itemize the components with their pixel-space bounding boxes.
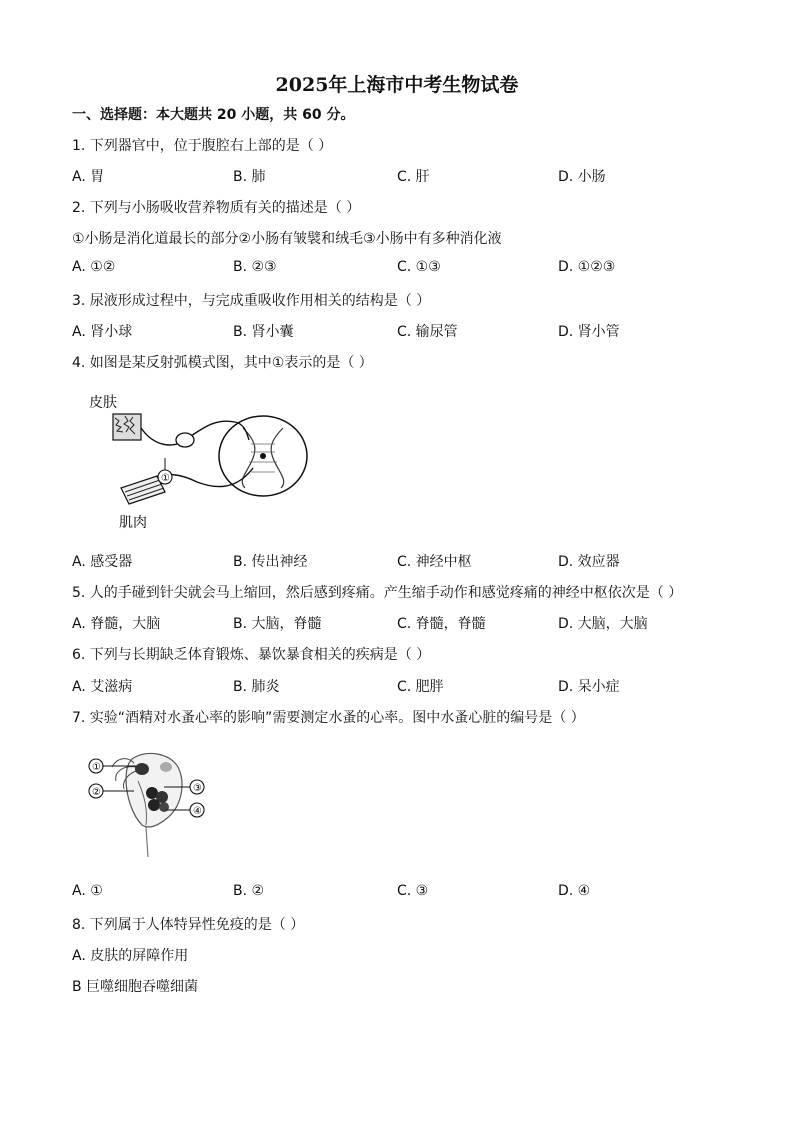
section-heading: 一、选择题：本大题共 20 小题，共 60 分。 [72, 107, 355, 123]
skin-block [113, 414, 141, 440]
q5-option-d: D. 大脑，大脑 [558, 616, 648, 632]
question-2-stem: 2. 下列与小肠吸收营养物质有关的描述是（ ） [72, 200, 361, 216]
q5-option-c: C. 脊髓，脊髓 [397, 616, 486, 632]
q3-option-b: B. 肾小囊 [233, 324, 294, 340]
question-3-stem: 3. 尿液形成过程中，与完成重吸收作用相关的结构是（ ） [72, 293, 431, 309]
q1-option-a: A. 胃 [72, 169, 105, 185]
q2-option-d: D. ①②③ [558, 259, 616, 275]
muscle-label: 肌肉 [119, 515, 147, 531]
q4-option-b: B. 传出神经 [233, 554, 308, 570]
daphnia-marker-2: ② [92, 787, 101, 798]
q1-option-d: D. 小肠 [558, 169, 606, 185]
q8-option-b: B 巨噬细胞吞噬细菌 [72, 979, 199, 995]
q3-option-c: C. 输尿管 [397, 324, 458, 340]
skin-label: 皮肤 [89, 395, 117, 411]
daphnia-marker-1: ① [92, 762, 101, 773]
question-6-stem: 6. 下列与长期缺乏体育锻炼、暴饮暴食相关的疾病是（ ） [72, 647, 431, 663]
q1-option-c: C. 肝 [397, 169, 430, 185]
q2-option-c: C. ①③ [397, 259, 441, 275]
marker-1-label: ① [161, 473, 170, 484]
q7-option-d: D. ④ [558, 883, 591, 899]
q7-option-b: B. ② [233, 883, 265, 899]
q4-option-a: A. 感受器 [72, 554, 133, 570]
q7-option-a: A. ① [72, 883, 103, 899]
q6-option-c: C. 肥胖 [397, 679, 444, 695]
q6-option-b: B. 肺炎 [233, 679, 280, 695]
ganglion [176, 433, 194, 447]
q6-option-d: D. 呆小症 [558, 679, 620, 695]
reflex-arc-figure [85, 388, 325, 538]
q5-option-b: B. 大脑，脊髓 [233, 616, 322, 632]
q2-option-b: B. ②③ [233, 259, 277, 275]
q4-option-d: D. 效应器 [558, 554, 620, 570]
question-2-statements: ①小肠是消化道最长的部分②小肠有皱襞和绒毛③小肠中有多种消化液 [72, 231, 502, 247]
daphnia-figure [86, 745, 216, 860]
question-5-stem: 5. 人的手碰到针尖就会马上缩回，然后感到疼痛。产生缩手动作和感觉疼痛的神经中枢依次是（ ） [72, 585, 683, 601]
q2-option-a: A. ①② [72, 259, 116, 275]
question-1-stem: 1. 下列器官中，位于腹腔右上部的是（ ） [72, 138, 333, 154]
question-8-stem: 8. 下列属于人体特异性免疫的是（ ） [72, 917, 305, 933]
daphnia-marker-3: ③ [193, 783, 202, 794]
question-4-stem: 4. 如图是某反射弧模式图，其中①表示的是（ ） [72, 355, 373, 371]
q3-option-a: A. 肾小球 [72, 324, 133, 340]
q6-option-a: A. 艾滋病 [72, 679, 133, 695]
daphnia-marker-4: ④ [193, 806, 202, 817]
q3-option-d: D. 肾小管 [558, 324, 620, 340]
question-7-stem: 7. 实验“酒精对水蚤心率的影响”需要测定水蚤的心率。图中水蚤心脏的编号是（ ） [72, 710, 585, 726]
q1-option-b: B. 肺 [233, 169, 266, 185]
exam-title: 2025年上海市中考生物试卷 [275, 74, 519, 96]
q7-option-c: C. ③ [397, 883, 429, 899]
q5-option-a: A. 脊髓，大脑 [72, 616, 161, 632]
q8-option-a: A. 皮肤的屏障作用 [72, 948, 189, 964]
q4-option-c: C. 神经中枢 [397, 554, 472, 570]
daphnia-body [112, 753, 182, 857]
